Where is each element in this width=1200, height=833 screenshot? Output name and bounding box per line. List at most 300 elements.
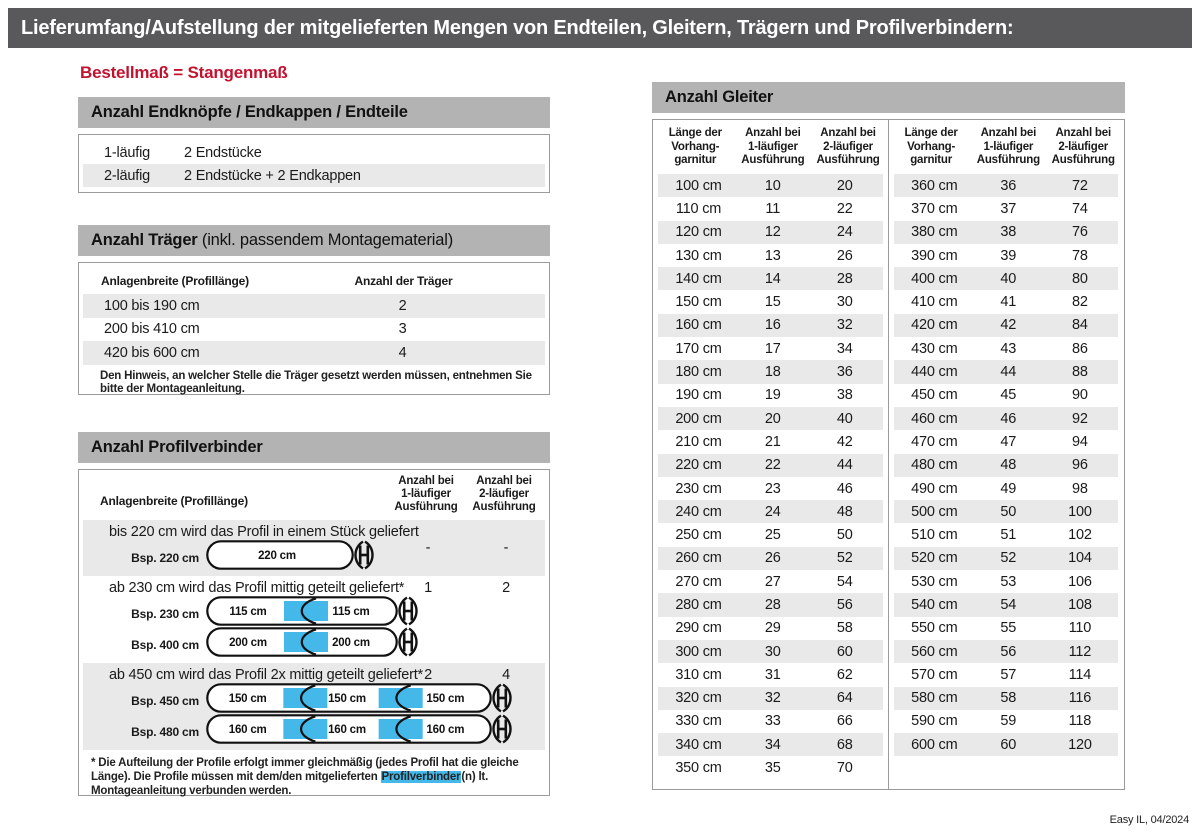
profile-diagram	[206, 596, 420, 626]
table-row	[658, 593, 883, 616]
count-1laufig-cell: 45	[1000, 387, 1017, 404]
length-cell: 250 cm	[675, 527, 722, 544]
gleiter-subtable-right	[888, 120, 1123, 789]
example-row	[83, 716, 545, 747]
count-2laufig-cell: 38	[836, 387, 853, 404]
count-1laufig-cell: 33	[764, 713, 781, 730]
segment-length-label: 160 cm	[426, 724, 465, 737]
length-cell: 370 cm	[911, 200, 958, 217]
length-cell: 580 cm	[911, 690, 958, 707]
table-row	[83, 576, 545, 663]
gleiter-col-header	[1043, 127, 1123, 174]
table-row	[894, 360, 1118, 383]
count-2laufig-cell: 28	[836, 270, 853, 287]
length-cell: 170 cm	[675, 340, 722, 357]
count-1laufig-cell: 16	[764, 317, 781, 334]
order-measure-note: Bestellmaß = Stangenmaß	[80, 63, 288, 82]
length-cell: 550 cm	[911, 620, 958, 637]
length-cell: 480 cm	[911, 457, 958, 474]
count-1laufig-cell: 21	[764, 433, 781, 450]
pv-col1-header: Anlagenbreite (Profillänge)	[100, 494, 248, 508]
table-row	[658, 733, 883, 756]
count-1laufig-cell: 1	[424, 580, 432, 596]
length-cell: 260 cm	[675, 550, 722, 567]
length-cell: 140 cm	[675, 270, 722, 287]
count-1laufig-cell: 49	[1000, 480, 1017, 497]
count-1laufig-cell: 53	[1000, 573, 1017, 590]
example-label: Bsp. 230 cm	[131, 606, 199, 621]
table-row	[83, 341, 545, 365]
profile-diagram	[206, 627, 420, 657]
count-2laufig-cell: 44	[836, 457, 853, 474]
table-row	[894, 407, 1118, 430]
traeger-col1-header: Anlagenbreite (Profillänge)	[101, 274, 249, 288]
count-2laufig-cell: 24	[836, 224, 853, 241]
length-cell: 230 cm	[675, 480, 722, 497]
length-cell: 210 cm	[675, 433, 722, 450]
count-2laufig-cell: 36	[836, 364, 853, 381]
table-row	[658, 523, 883, 546]
count-1laufig-cell: 19	[764, 387, 781, 404]
header-line: Ausführung	[394, 501, 458, 513]
header-line: Ausführung	[976, 154, 1040, 166]
pv-col2-header	[381, 475, 471, 514]
count-2laufig-cell: 48	[836, 503, 853, 520]
table-row	[83, 318, 545, 342]
table-row	[658, 174, 883, 197]
bracket-count-cell: 2	[398, 297, 407, 314]
traeger-col2-header: Anzahl der Träger	[354, 274, 453, 288]
length-cell: 280 cm	[675, 596, 722, 613]
length-cell: 130 cm	[675, 247, 722, 264]
count-2laufig-cell: 32	[836, 317, 853, 334]
section-heading-gleiter: Anzahl Gleiter	[652, 82, 1125, 113]
count-1laufig-cell: 27	[764, 573, 781, 590]
segment-length-label: 220 cm	[258, 550, 296, 563]
section-heading-endteile: Anzahl Endknöpfe / Endkappen / Endteile	[78, 97, 550, 128]
length-cell: 270 cm	[675, 573, 722, 590]
header-line: 2-läufiger	[1058, 140, 1109, 153]
end-piece-icon	[494, 716, 511, 743]
length-cell: 310 cm	[675, 666, 722, 683]
table-row	[894, 547, 1118, 570]
endteile-table	[78, 134, 550, 193]
length-cell: 150 cm	[675, 294, 722, 311]
count-1laufig-cell: 25	[764, 527, 781, 544]
count-1laufig-cell: 11	[765, 200, 781, 217]
count-1laufig-cell: 26	[764, 550, 781, 567]
count-1laufig-cell: 58	[1000, 690, 1017, 707]
count-1laufig-cell: 24	[764, 503, 781, 520]
length-cell: 350 cm	[675, 760, 722, 777]
length-cell: 600 cm	[911, 736, 958, 753]
example-label: Bsp. 450 cm	[131, 693, 199, 708]
length-cell: 290 cm	[675, 620, 722, 637]
table-row	[658, 663, 883, 686]
gleiter-col-header	[808, 127, 888, 174]
table-row	[894, 687, 1118, 710]
table-row	[658, 454, 883, 477]
segment-length-label: 150 cm	[328, 693, 366, 706]
highlight-profilverbinder: Profilverbinder	[381, 771, 461, 783]
table-row	[658, 687, 883, 710]
count-1laufig-cell: 44	[1000, 364, 1017, 381]
header-line: Ausführung	[472, 501, 536, 513]
table-row	[894, 640, 1118, 663]
count-2laufig-cell: 46	[836, 480, 853, 497]
gleiter-col-header	[973, 127, 1043, 174]
segment-length-label: 150 cm	[228, 693, 267, 706]
example-diagram	[206, 714, 514, 749]
count-2laufig-cell: 112	[1068, 643, 1092, 660]
gleiter-table	[652, 119, 1125, 790]
footnote-text-before: * Die Aufteilung der Profile erfolgt immer gleichmäßig (jedes Profil hat die gleiche Länge). Die Profile müssen mit dem/den mitgelieferten	[91, 757, 519, 783]
example-row	[83, 685, 545, 716]
count-1laufig-cell: 28	[764, 596, 781, 613]
header-line: garnitur	[910, 154, 953, 166]
count-1laufig-cell: 57	[1000, 666, 1017, 683]
section-heading-profilverbinder: Anzahl Profilverbinder	[78, 432, 550, 463]
profile-diagram	[206, 540, 376, 570]
length-cell: 530 cm	[911, 573, 958, 590]
table-row	[658, 430, 883, 453]
length-cell: 510 cm	[911, 527, 958, 544]
count-1laufig-cell: 40	[1000, 270, 1017, 287]
table-row	[658, 407, 883, 430]
count-2laufig-cell: 42	[836, 433, 853, 450]
count-2laufig-cell: 92	[1072, 410, 1088, 427]
count-1laufig-cell: 59	[1000, 713, 1017, 730]
count-2laufig-cell: -	[503, 540, 509, 556]
table-row	[894, 314, 1118, 337]
count-1laufig-cell: 35	[764, 760, 781, 777]
header-line: Anzahl bei	[820, 127, 876, 139]
count-1laufig-cell: 41	[1000, 294, 1017, 311]
header-line: Länge der	[904, 127, 958, 139]
table-row	[658, 197, 883, 220]
count-1laufig-cell: 48	[1000, 457, 1017, 474]
count-1laufig-cell: 31	[764, 666, 781, 683]
header-line: 1-läufiger	[401, 488, 451, 500]
length-cell: 400 cm	[911, 270, 958, 287]
length-cell: 330 cm	[675, 713, 722, 730]
table-row	[658, 710, 883, 733]
count-2laufig-cell: 54	[836, 573, 853, 590]
segment-length-label: 160 cm	[228, 724, 267, 737]
count-2laufig-cell: 78	[1072, 247, 1088, 264]
delivery-rule-text: bis 220 cm wird das Profil in einem Stück geliefert	[109, 524, 419, 540]
traeger-heading-bold: Anzahl Träger	[91, 231, 198, 249]
count-2laufig-cell: 66	[836, 713, 853, 730]
length-cell: 200 cm	[675, 410, 722, 427]
segment-length-label: 115 cm	[332, 606, 370, 619]
count-2laufig-cell: 64	[836, 690, 853, 707]
count-1laufig-cell: 14	[764, 270, 781, 287]
count-cells	[389, 540, 545, 556]
count-2laufig-cell: 52	[836, 550, 853, 567]
table-row	[894, 500, 1118, 523]
table-row	[658, 756, 883, 779]
count-2laufig-cell: 34	[836, 340, 853, 357]
header-line: garnitur	[674, 154, 717, 166]
length-cell: 320 cm	[675, 690, 722, 707]
length-cell: 470 cm	[911, 433, 958, 450]
traeger-table	[78, 262, 550, 395]
gleiter-header-row	[653, 120, 888, 174]
run-count-cell: 2-läufig	[104, 167, 150, 184]
count-2laufig-cell: 72	[1072, 177, 1088, 194]
count-2laufig-cell: 74	[1072, 200, 1088, 217]
table-row	[658, 290, 883, 313]
count-2laufig-cell: 4	[502, 667, 510, 683]
header-line: Anzahl bei	[1055, 127, 1111, 139]
header-line: Anzahl bei	[476, 475, 532, 487]
width-range-cell: 420 bis 600 cm	[104, 344, 200, 361]
count-1laufig-cell: 42	[1000, 317, 1017, 334]
parts-cell: 2 Endstücke	[184, 144, 262, 161]
width-range-cell: 100 bis 190 cm	[104, 297, 200, 314]
example-diagram	[206, 683, 514, 718]
end-piece-icon	[400, 598, 417, 625]
profile-diagram	[206, 714, 514, 744]
table-row	[658, 617, 883, 640]
example-label: Bsp. 220 cm	[131, 550, 199, 565]
header-line: Länge der	[668, 127, 722, 139]
table-row	[83, 141, 545, 164]
length-cell: 570 cm	[911, 666, 958, 683]
count-1laufig-cell: 22	[764, 457, 781, 474]
example-diagram	[206, 540, 376, 575]
section-heading-traeger	[78, 225, 550, 256]
length-cell: 390 cm	[911, 247, 958, 264]
length-cell: 190 cm	[675, 387, 722, 404]
table-row	[894, 617, 1118, 640]
delivery-rule-text: ab 450 cm wird das Profil 2x mittig geteilt geliefert*	[109, 667, 423, 683]
header-line: Ausführung	[741, 154, 805, 166]
length-cell: 440 cm	[911, 364, 958, 381]
header-line: Ausführung	[1051, 154, 1115, 166]
count-1laufig-cell: 54	[1000, 596, 1017, 613]
count-2laufig-cell: 2	[502, 580, 510, 596]
table-row	[658, 337, 883, 360]
header-line: 1-läufiger	[747, 140, 798, 153]
table-row	[894, 221, 1118, 244]
length-cell: 410 cm	[911, 294, 958, 311]
table-row	[658, 244, 883, 267]
table-row	[658, 360, 883, 383]
length-cell: 220 cm	[675, 457, 722, 474]
table-row	[658, 547, 883, 570]
count-2laufig-cell: 58	[836, 620, 853, 637]
gleiter-col-header	[889, 127, 973, 174]
count-2laufig-cell: 56	[836, 596, 853, 613]
table-row	[894, 593, 1118, 616]
length-cell: 380 cm	[911, 224, 958, 241]
count-1laufig-cell: 34	[764, 736, 781, 753]
example-label: Bsp. 480 cm	[131, 724, 199, 739]
table-row	[894, 733, 1118, 756]
header-line: Anzahl bei	[980, 127, 1037, 139]
run-count-cell: 1-läufig	[104, 144, 150, 161]
length-cell: 450 cm	[911, 387, 958, 404]
table-row	[894, 477, 1118, 500]
gleiter-col-header	[738, 127, 809, 174]
count-2laufig-cell: 88	[1072, 364, 1088, 381]
count-2laufig-cell: 96	[1072, 457, 1088, 474]
table-row	[894, 290, 1118, 313]
gleiter-subtable-left	[653, 120, 888, 789]
count-1laufig-cell: 46	[1000, 410, 1017, 427]
header-line: Vorhang-	[671, 140, 720, 153]
page-title: Lieferumfang/Aufstellung der mitgelieferten Mengen von Endteilen, Gleitern, Trägern und Profilverbindern:	[8, 8, 1192, 48]
count-1laufig-cell: 52	[1000, 550, 1017, 567]
pv-col3-header	[459, 475, 549, 514]
count-2laufig-cell: 114	[1068, 666, 1092, 683]
count-1laufig-cell: 51	[1000, 527, 1017, 544]
count-2laufig-cell: 102	[1068, 527, 1092, 544]
length-cell: 520 cm	[911, 550, 958, 567]
table-row	[658, 500, 883, 523]
count-2laufig-cell: 120	[1068, 736, 1092, 753]
parts-cell: 2 Endstücke + 2 Endkappen	[184, 167, 361, 184]
count-1laufig-cell: 36	[1000, 177, 1017, 194]
table-row	[894, 384, 1118, 407]
delivery-rule-text: ab 230 cm wird das Profil mittig geteilt geliefert*	[109, 580, 405, 596]
length-cell: 340 cm	[675, 736, 722, 753]
count-2laufig-cell: 40	[836, 410, 853, 427]
count-2laufig-cell: 116	[1068, 690, 1092, 707]
header-line: Anzahl bei	[745, 127, 801, 139]
count-1laufig-cell: 12	[764, 224, 781, 241]
count-1laufig-cell: 55	[1000, 620, 1017, 637]
table-row	[658, 314, 883, 337]
traeger-note: Den Hinweis, an welcher Stelle die Träger gesetzt werden müssen, entnehmen Sie bitte der Montageanleitung.	[100, 369, 532, 395]
gleiter-header-row	[889, 120, 1123, 174]
length-cell: 490 cm	[911, 480, 958, 497]
example-row	[83, 629, 545, 660]
table-row	[83, 663, 545, 750]
length-cell: 560 cm	[911, 643, 958, 660]
count-2laufig-cell: 118	[1068, 713, 1092, 730]
count-2laufig-cell: 90	[1072, 387, 1088, 404]
count-1laufig-cell: 50	[1000, 503, 1017, 520]
traeger-header-row	[79, 268, 549, 294]
count-2laufig-cell: 76	[1072, 224, 1088, 241]
count-1laufig-cell: 15	[764, 294, 781, 311]
table-row	[83, 520, 545, 576]
count-2laufig-cell: 82	[1072, 294, 1088, 311]
end-piece-icon	[356, 542, 373, 569]
header-line: Anzahl bei	[398, 475, 454, 487]
table-row	[83, 294, 545, 318]
count-2laufig-cell: 108	[1068, 596, 1092, 613]
segment-length-label: 150 cm	[426, 693, 465, 706]
count-1laufig-cell: -	[425, 540, 431, 556]
count-2laufig-cell: 84	[1072, 317, 1088, 334]
length-cell: 500 cm	[911, 503, 958, 520]
count-2laufig-cell: 100	[1068, 503, 1092, 520]
example-diagram	[206, 596, 420, 631]
segment-length-label: 200 cm	[332, 637, 370, 650]
traeger-heading-rest: (inkl. passendem Montagematerial)	[197, 231, 453, 249]
count-2laufig-cell: 86	[1072, 340, 1088, 357]
length-cell: 360 cm	[911, 177, 958, 194]
profilverbinder-header-row	[79, 470, 549, 520]
count-1laufig-cell: 60	[1000, 736, 1017, 753]
footnote-text-after: (n) lt. Montageanleitung verbunden werden.	[91, 771, 489, 797]
table-row	[894, 267, 1118, 290]
table-row	[894, 174, 1118, 197]
count-1laufig-cell: 2	[424, 667, 432, 683]
document-version: Easy IL, 04/2024	[1109, 814, 1189, 826]
header-line: Vorhang-	[907, 140, 956, 153]
count-1laufig-cell: 13	[764, 247, 781, 264]
length-cell: 240 cm	[675, 503, 722, 520]
count-2laufig-cell: 20	[836, 177, 853, 194]
table-row	[894, 663, 1118, 686]
header-line: Ausführung	[816, 154, 880, 166]
table-row	[658, 221, 883, 244]
count-1laufig-cell: 30	[764, 643, 781, 660]
count-cells	[389, 580, 545, 596]
count-1laufig-cell: 39	[1000, 247, 1017, 264]
length-cell: 590 cm	[911, 713, 958, 730]
count-2laufig-cell: 22	[836, 200, 853, 217]
count-2laufig-cell: 70	[836, 760, 853, 777]
count-1laufig-cell: 29	[764, 620, 781, 637]
length-cell: 460 cm	[911, 410, 958, 427]
length-cell: 100 cm	[675, 177, 722, 194]
count-2laufig-cell: 110	[1068, 620, 1092, 637]
header-line: 2-läufiger	[479, 488, 529, 500]
table-row	[894, 710, 1118, 733]
length-cell: 430 cm	[911, 340, 958, 357]
table-row	[658, 640, 883, 663]
length-cell: 120 cm	[675, 224, 722, 241]
length-cell: 420 cm	[911, 317, 958, 334]
bracket-count-cell: 4	[398, 344, 407, 361]
count-1laufig-cell: 43	[1000, 340, 1017, 357]
gleiter-col-header	[653, 127, 738, 174]
segment-length-label: 115 cm	[229, 606, 267, 619]
header-line: 1-läufiger	[983, 140, 1034, 153]
count-2laufig-cell: 26	[836, 247, 853, 264]
count-2laufig-cell: 60	[836, 643, 853, 660]
count-1laufig-cell: 56	[1000, 643, 1017, 660]
count-1laufig-cell: 23	[764, 480, 781, 497]
width-range-cell: 200 bis 410 cm	[104, 321, 200, 338]
table-row	[658, 570, 883, 593]
count-2laufig-cell: 62	[836, 666, 853, 683]
profile-diagram	[206, 683, 514, 713]
count-1laufig-cell: 32	[764, 690, 781, 707]
count-2laufig-cell: 30	[836, 294, 853, 311]
segment-length-label: 160 cm	[328, 724, 366, 737]
table-row	[658, 384, 883, 407]
end-piece-icon	[494, 685, 511, 712]
length-cell: 110 cm	[675, 200, 722, 217]
example-diagram	[206, 627, 420, 662]
count-cells	[389, 667, 545, 683]
count-1laufig-cell: 47	[1000, 433, 1017, 450]
count-1laufig-cell: 20	[764, 410, 781, 427]
profilverbinder-footnote	[79, 750, 549, 798]
table-row	[894, 244, 1118, 267]
count-1laufig-cell: 38	[1000, 224, 1017, 241]
length-cell: 540 cm	[911, 596, 958, 613]
count-2laufig-cell: 98	[1072, 480, 1088, 497]
table-row	[658, 477, 883, 500]
